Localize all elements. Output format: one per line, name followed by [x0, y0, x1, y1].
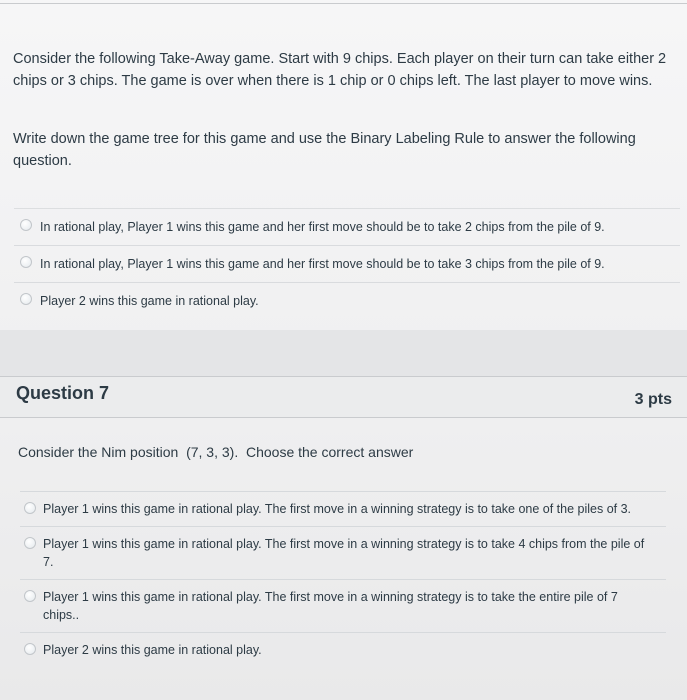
- answer-label: In rational play, Player 1 wins this game and her first move should be to take 3 chips from the pile of 9.: [40, 257, 605, 271]
- question-points: 3 pts: [634, 391, 672, 408]
- question-7-prompt: Consider the Nim position (7, 3, 3). Choose the correct answer: [18, 444, 414, 460]
- answer-label: Player 1 wins this game in rational play. The first move in a winning strategy is to take 4 chips from the pile of 7.: [43, 537, 645, 569]
- answer-label: Player 2 wins this game in rational play.: [43, 643, 262, 657]
- question-6-answers: [14, 208, 680, 319]
- answer-option[interactable]: [20, 491, 666, 526]
- radio-button[interactable]: [20, 256, 32, 268]
- top-divider: [0, 3, 687, 4]
- answer-option[interactable]: [20, 579, 666, 632]
- answer-option[interactable]: [14, 208, 680, 245]
- radio-button[interactable]: [24, 537, 36, 549]
- answer-option[interactable]: [14, 245, 680, 282]
- question-7-answers: [20, 491, 666, 665]
- answer-option[interactable]: [14, 282, 680, 319]
- question-6-prompt: Consider the following Take-Away game. Start with 9 chips. Each player on their turn can take either 2 chips or 3 chips. The game is over when there is 1 chip or 0 chips left. The last player to move wins.: [13, 51, 667, 89]
- answer-option[interactable]: [20, 526, 666, 579]
- radio-button[interactable]: [24, 502, 36, 514]
- answer-label: Player 2 wins this game in rational play.: [40, 294, 259, 308]
- answer-label: Player 1 wins this game in rational play. The first move in a winning strategy is to take the entire pile of 7 chips..: [43, 590, 618, 622]
- question-6-instruction: Write down the game tree for this game and use the Binary Labeling Rule to answer the following question.: [13, 131, 636, 169]
- question-6-body: [0, 8, 687, 330]
- question-title: Question 7: [16, 383, 110, 403]
- radio-button[interactable]: [20, 293, 32, 305]
- question-7-header: [0, 376, 687, 418]
- answer-label: In rational play, Player 1 wins this game and her first move should be to take 2 chips from the pile of 9.: [40, 220, 605, 234]
- radio-button[interactable]: [24, 643, 36, 655]
- radio-button[interactable]: [24, 590, 36, 602]
- radio-button[interactable]: [20, 219, 32, 231]
- answer-label: Player 1 wins this game in rational play. The first move in a winning strategy is to take one of the piles of 3.: [43, 502, 632, 516]
- question-separator: [0, 330, 687, 376]
- answer-option[interactable]: [20, 632, 666, 665]
